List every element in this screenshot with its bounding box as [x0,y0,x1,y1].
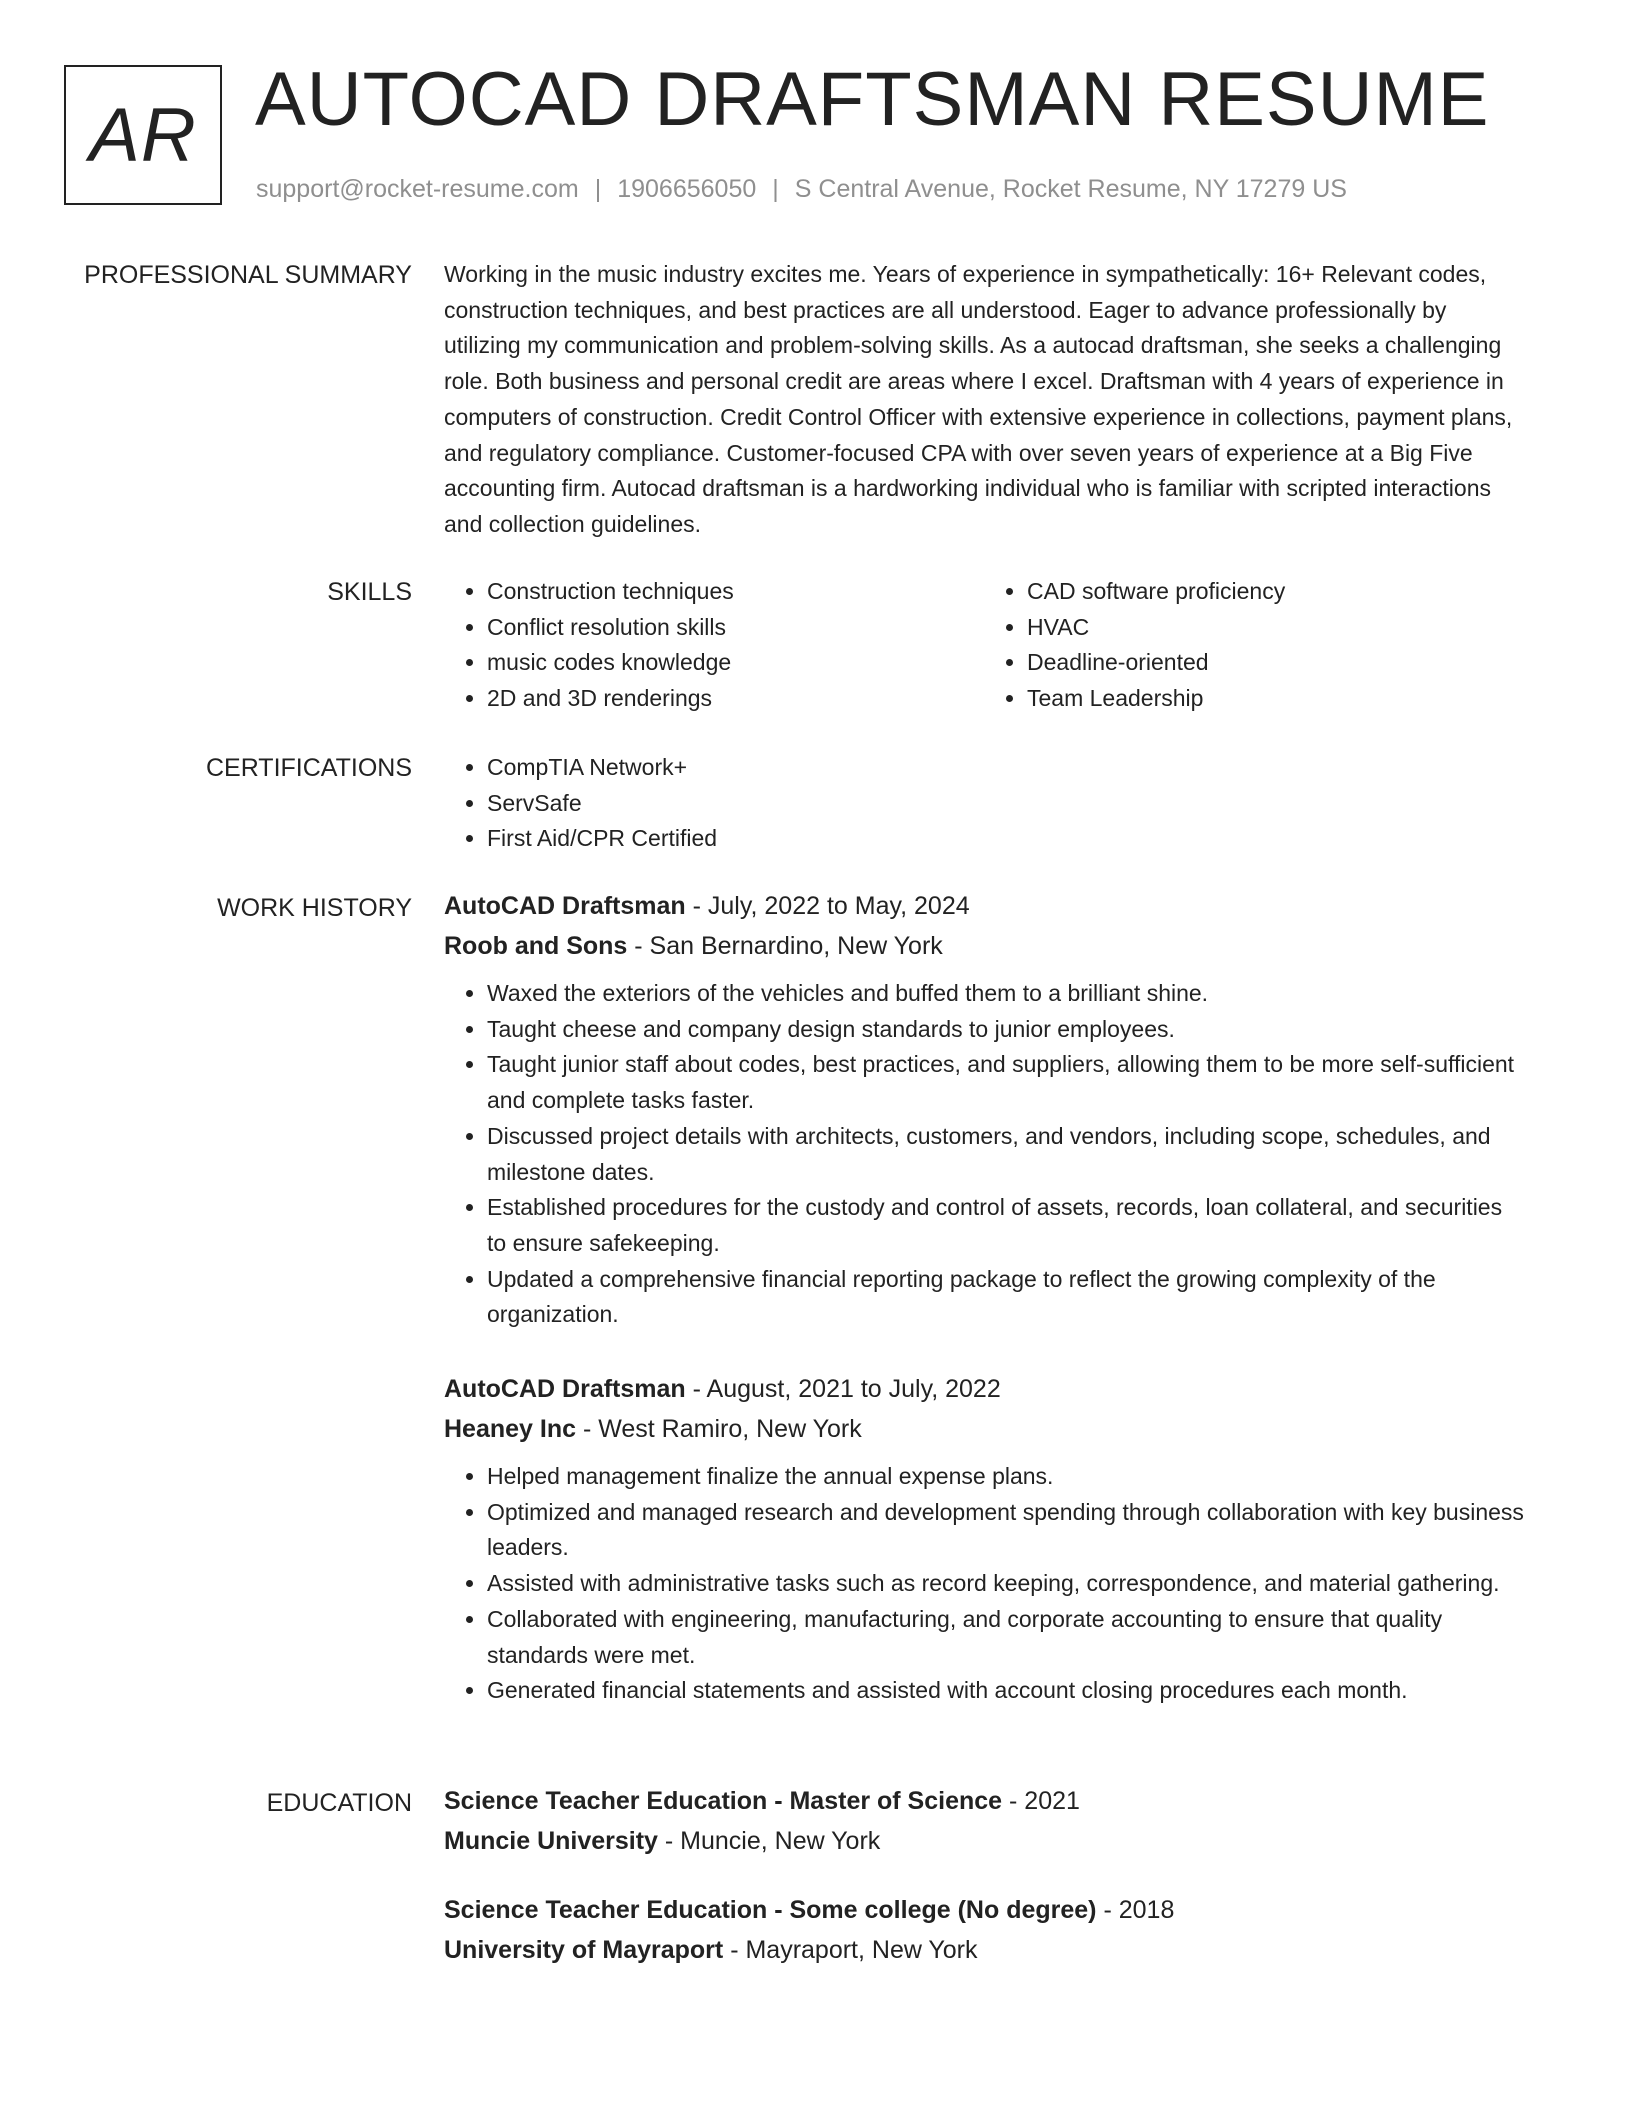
skills-grid [444,574,1524,717]
monogram-logo [64,65,222,205]
contact-address: S Central Avenue, Rocket Resume, NY 17279 US [794,175,1347,203]
education-year: 2021 [1024,1787,1080,1815]
page-title: AUTOCAD DRAFTSMAN RESUME [255,57,1490,142]
education-location: Mayraport, New York [745,1936,978,1964]
job-title: AutoCAD Draftsman [444,892,686,920]
skill-item: • CAD software proficiency [1027,574,1524,610]
section-label-education: EDUCATION [266,1789,412,1817]
job-bullet: • Optimized and managed research and development spending through collaboration with key business leaders. [487,1495,1524,1566]
contact-separator: | [594,175,602,203]
section-label-certifications: CERTIFICATIONS [205,754,412,782]
skill-item: • HVAC [1027,610,1524,646]
contact-phone[interactable]: 1906656050 [617,175,757,203]
education-degree-line: Science Teacher Education - Master of Science - 2021 [444,1787,1080,1815]
job-bullet: • Helped management finalize the annual expense plans. [487,1459,1524,1495]
skill-item: • Team Leadership [1027,681,1524,717]
education-degree: Science Teacher Education - Some college (No degree) [444,1896,1097,1924]
certification-item: • ServSafe [487,786,1524,822]
skill-item: • Conflict resolution skills [487,610,984,646]
skills-list-left [444,574,984,717]
section-label-skills: SKILLS [327,578,412,606]
job-company: Heaney Inc [444,1415,577,1443]
job-bullet: • Collaborated with engineering, manufacturing, and corporate accounting to ensure that quality standards were met. [487,1602,1524,1673]
job-bullet: • Discussed project details with architects, customers, and vendors, including scope, schedules, and milestone dates. [487,1119,1524,1190]
job-dates: August, 2021 to July, 2022 [706,1375,1001,1403]
education-degree-line: Science Teacher Education - Some college (No degree) - 2018 [444,1896,1175,1924]
contact-line [256,172,1347,206]
section-label-summary: PROFESSIONAL SUMMARY [84,261,412,289]
job-entry [444,1369,1524,1709]
skills-list-right [984,574,1524,717]
skill-item: • Deadline-oriented [1027,645,1524,681]
job-title-line: AutoCAD Draftsman - August, 2021 to July, 2022 [444,1375,1001,1403]
job-bullets [444,1459,1524,1709]
certification-item: • CompTIA Network+ [487,750,1524,786]
skill-item: • Construction techniques [487,574,984,610]
job-location: San Bernardino, New York [649,932,943,960]
monogram-initials: AR [89,92,197,178]
contact-separator: | [772,175,779,203]
education-school-line: University of Mayraport - Mayraport, New York [444,1936,978,1964]
certification-item: • First Aid/CPR Certified [487,821,1524,857]
job-bullet: • Taught junior staff about codes, best practices, and suppliers, allowing them to be more self-sufficient and complete tasks faster. [487,1047,1524,1118]
certifications-list [444,750,1524,857]
job-company: Roob and Sons [444,932,628,960]
job-bullets [444,976,1524,1333]
job-dates: July, 2022 to May, 2024 [707,892,970,920]
job-bullet: • Assisted with administrative tasks such as record keeping, correspondence, and material gathering. [487,1566,1524,1602]
skill-item: • 2D and 3D renderings [487,681,984,717]
education-school: Muncie University [444,1827,658,1855]
job-entry [444,886,1524,1333]
job-company-line: Roob and Sons - San Bernardino, New York [444,932,943,960]
education-degree: Science Teacher Education - Master of Science [444,1787,1003,1815]
job-company-line: Heaney Inc - West Ramiro, New York [444,1415,862,1443]
job-location: West Ramiro, New York [598,1415,862,1443]
job-title: AutoCAD Draftsman [444,1375,686,1403]
job-bullet: • Waxed the exteriors of the vehicles and buffed them to a brilliant shine. [487,976,1524,1012]
job-title-line: AutoCAD Draftsman - July, 2022 to May, 2024 [444,892,970,920]
summary-text: Working in the music industry excites me. Years of experience in sympathetically: 16+ Relevant codes, construction techniques, and best practices are all understood. Eager to advance professionally by utilizing my communication and problem-solving skills. As a autocad draftsman, she seeks a challenging role. Both business and personal credit are areas where I excel. Draftsman with 4 years of experience in computers of construction. Credit Control Officer with extensive experience in collections, payment plans, and regulatory compliance. Customer-focused CPA with over seven years of experience at a Big Five accounting firm. Autocad draftsman is a hardworking individual who is familiar with scripted interactions and collection guidelines. [444,261,1513,537]
section-label-work-history: WORK HISTORY [217,894,412,922]
job-bullet: • Generated financial statements and assisted with account closing procedures each month. [487,1673,1524,1709]
contact-email[interactable]: support@rocket-resume.com [256,175,579,203]
job-bullet: • Taught cheese and company design standards to junior employees. [487,1012,1524,1048]
education-location: Muncie, New York [680,1827,881,1855]
skill-item: • music codes knowledge [487,645,984,681]
job-bullet: • Established procedures for the custody and control of assets, records, loan collateral, and securities to ensure safekeeping. [487,1190,1524,1261]
education-school-line: Muncie University - Muncie, New York [444,1827,881,1855]
education-school: University of Mayraport [444,1936,724,1964]
education-year: 2018 [1118,1896,1175,1924]
job-bullet: • Updated a comprehensive financial reporting package to reflect the growing complexity of the organization. [487,1262,1524,1333]
